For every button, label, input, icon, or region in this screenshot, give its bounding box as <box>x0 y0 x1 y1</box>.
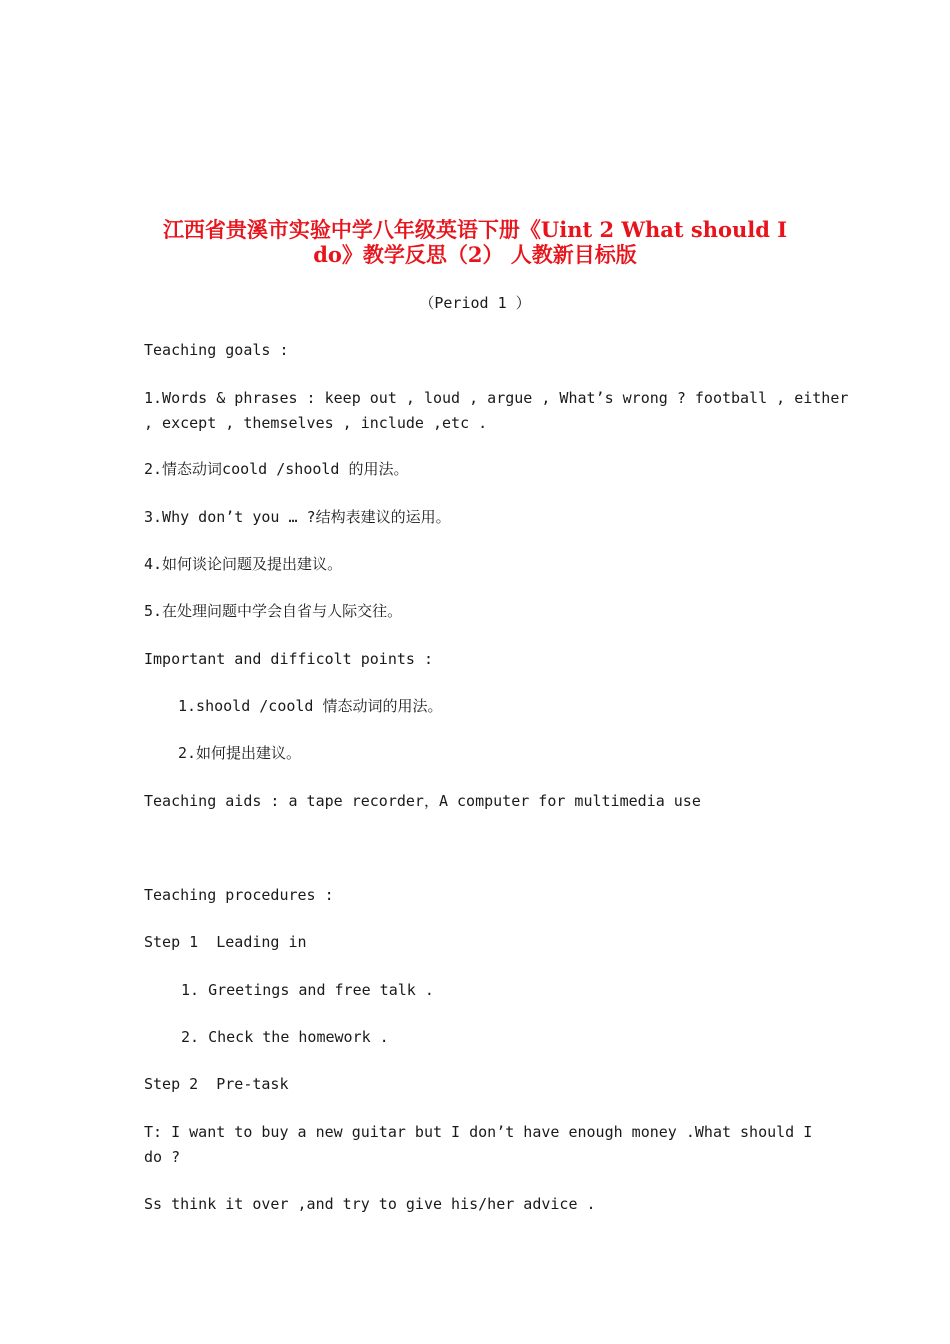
goal-3: 3.Why don’t you … ?结构表建议的运用。 <box>144 508 451 526</box>
step-2-followup: Ss think it over ,and try to give his/her advice . <box>144 1195 596 1213</box>
step-2-dialogue-line-2: do ? <box>144 1148 181 1166</box>
goal-1-line-1: 1.Words & phrases : keep out , loud , argue , What’s wrong ? football , either <box>144 389 849 407</box>
step-2-heading: Step 2 Pre-task <box>144 1075 289 1093</box>
step-1-heading: Step 1 Leading in <box>144 933 307 951</box>
important-point-1: 1.shoold /coold 情态动词的用法。 <box>178 697 443 715</box>
step-1-item-2: 2. Check the homework . <box>181 1028 389 1046</box>
document-title <box>150 217 800 267</box>
step-2-dialogue-line-1: T: I want to buy a new guitar but I don’t have enough money .What should I <box>144 1123 813 1141</box>
period-label: （Period 1 ） <box>419 294 531 312</box>
important-point-2: 2.如何提出建议。 <box>178 744 302 762</box>
teaching-goals-heading: Teaching goals : <box>144 341 289 359</box>
title-line-2: do》教学反思（2） 人教新目标版 <box>313 242 637 267</box>
title-line-1: 江西省贵溪市实验中学八年级英语下册《Uint 2 What should I <box>162 217 788 242</box>
goal-2: 2.情态动词coold /shoold 的用法。 <box>144 460 409 478</box>
important-points-heading: Important and difficolt points : <box>144 650 433 668</box>
goal-5: 5.在处理问题中学会自省与人际交往。 <box>144 602 403 620</box>
teaching-aids: Teaching aids : a tape recorder，A computer for multimedia use <box>144 792 701 810</box>
goal-1-line-2: , except , themselves , include ,etc . <box>144 414 488 432</box>
step-1-item-1: 1. Greetings and free talk . <box>181 981 434 999</box>
goal-4: 4.如何谈论问题及提出建议。 <box>144 555 343 573</box>
procedures-heading: Teaching procedures : <box>144 886 334 904</box>
